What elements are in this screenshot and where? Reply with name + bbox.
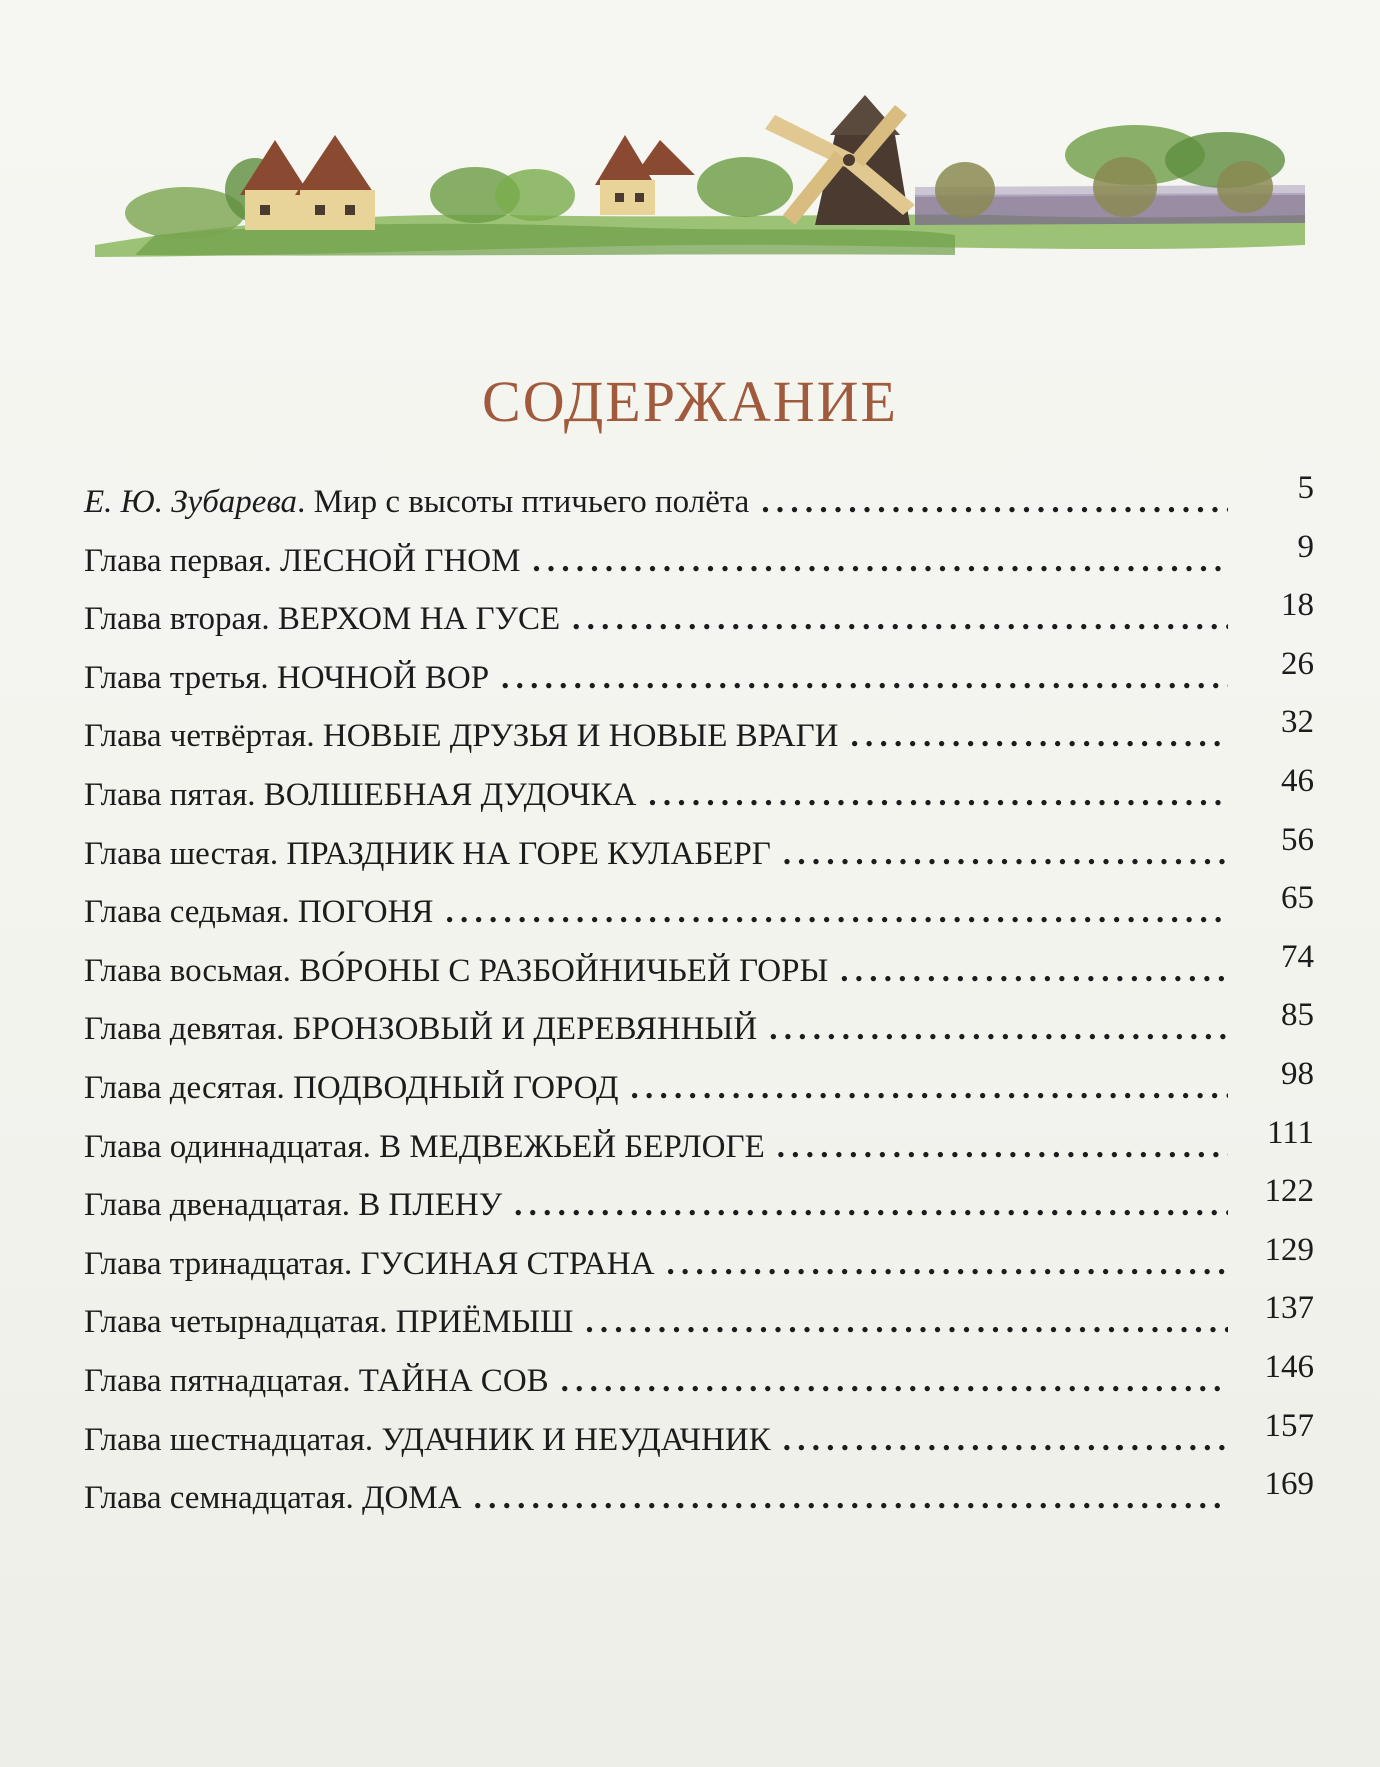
dot-leader <box>514 1187 1228 1224</box>
toc-entry-title <box>84 1422 771 1459</box>
dot-leader <box>666 1246 1228 1283</box>
toc-entry <box>84 762 1314 836</box>
toc-entry-title <box>84 1129 765 1166</box>
toc-page-number: 98 <box>1281 1055 1314 1092</box>
dot-leader <box>445 894 1228 931</box>
toc-entry <box>84 470 1314 543</box>
toc-entry <box>84 1348 1314 1422</box>
toc-page-number: 146 <box>1264 1348 1314 1385</box>
toc-entry-text: Глава четырнадцатая. ПРИЁМЫШ <box>84 1304 574 1341</box>
toc-entry-title <box>84 894 433 931</box>
toc-entry <box>84 1114 1314 1188</box>
table-of-contents <box>84 470 1314 1539</box>
toc-entry-text: Глава восьмая. ВО́РОНЫ С РАЗБОЙНИЧЬЕЙ ГОРЫ <box>84 952 829 989</box>
dot-leader <box>648 777 1228 814</box>
toc-entry <box>84 645 1314 719</box>
toc-page-number: 122 <box>1264 1173 1314 1210</box>
dot-leader <box>783 836 1228 873</box>
toc-entry-title <box>84 1187 502 1224</box>
toc-entry-text: . Мир с высоты птичьего полёта <box>297 484 750 520</box>
dot-leader <box>783 1422 1228 1459</box>
toc-entry-title <box>84 660 489 697</box>
dot-leader <box>630 1070 1228 1107</box>
toc-page-number: 65 <box>1281 880 1314 917</box>
toc-entry-title <box>84 1246 654 1283</box>
toc-entry-text: Глава вторая. ВЕРХОМ НА ГУСЕ <box>84 601 561 638</box>
toc-entry <box>84 938 1314 1012</box>
toc-entry-title <box>84 836 771 873</box>
toc-entry-title <box>84 1070 618 1107</box>
toc-entry <box>84 587 1314 660</box>
dot-leader <box>851 718 1228 755</box>
dot-leader <box>840 953 1228 990</box>
toc-entry-text: Глава третья. НОЧНОЙ ВОР <box>84 659 490 696</box>
dot-leader <box>769 1011 1228 1048</box>
toc-entry-text: Глава четвёртая. НОВЫЕ ДРУЗЬЯ И НОВЫЕ ВРАГИ <box>84 718 839 755</box>
toc-entry-title <box>84 1480 462 1517</box>
dot-leader <box>585 1304 1228 1341</box>
toc-page-number: 46 <box>1281 762 1314 799</box>
toc-entry <box>84 1231 1314 1305</box>
toc-entry <box>84 821 1314 895</box>
dot-leader <box>761 484 1228 521</box>
toc-entry-title <box>84 1304 573 1341</box>
toc-page-number: 169 <box>1264 1466 1314 1503</box>
toc-entry-text: Глава тринадцатая. ГУСИНАЯ СТРАНА <box>84 1245 655 1282</box>
toc-page-number: 56 <box>1281 821 1314 858</box>
toc-page-number: 26 <box>1281 645 1314 682</box>
toc-page-number: 18 <box>1281 587 1314 624</box>
toc-page-number: 111 <box>1266 1114 1314 1151</box>
toc-entry-title <box>84 718 839 755</box>
toc-page-number: 85 <box>1281 997 1314 1034</box>
toc-entry-title <box>84 543 520 580</box>
toc-entry <box>84 1466 1314 1539</box>
toc-entry-text: Глава седьмая. ПОГОНЯ <box>84 894 434 931</box>
dot-leader <box>532 543 1228 580</box>
toc-entry <box>84 528 1314 602</box>
toc-entry-title <box>84 484 749 521</box>
dot-leader <box>501 660 1228 697</box>
toc-entry-title <box>84 777 636 814</box>
toc-entry <box>84 1407 1314 1481</box>
toc-entry-text: Глава пятнадцатая. ТАЙНА СОВ <box>84 1362 549 1399</box>
toc-entry <box>84 880 1314 953</box>
toc-entry-title <box>84 601 560 638</box>
toc-entry-text: Глава девятая. БРОНЗОВЫЙ И ДЕРЕВЯННЫЙ <box>84 1011 758 1048</box>
toc-entry-text: Глава первая. ЛЕСНОЙ ГНОМ <box>84 542 521 579</box>
toc-entry-text: Глава шестая. ПРАЗДНИК НА ГОРЕ КУЛАБЕРГ <box>84 835 771 872</box>
toc-entry-text: Глава десятая. ПОДВОДНЫЙ ГОРОД <box>84 1069 619 1106</box>
toc-page-number: 32 <box>1281 704 1314 741</box>
toc-entry-text: Глава одиннадцатая. В МЕДВЕЖЬЕЙ БЕРЛОГЕ <box>84 1128 765 1165</box>
toc-entry <box>84 704 1314 777</box>
toc-entry-title <box>84 953 828 990</box>
toc-entry <box>84 1055 1314 1129</box>
toc-page-number: 129 <box>1264 1231 1314 1268</box>
toc-entry <box>84 997 1314 1070</box>
toc-entry <box>84 1173 1314 1246</box>
toc-page-number: 5 <box>1297 470 1314 506</box>
toc-page-number: 157 <box>1264 1407 1314 1444</box>
page-title: СОДЕРЖАНИЕ <box>482 369 898 434</box>
toc-page-number: 74 <box>1281 938 1314 975</box>
toc-entry-author: Е. Ю. Зубарева <box>84 484 298 520</box>
toc-entry-title <box>84 1363 549 1400</box>
toc-entry-text: Глава семнадцатая. ДОМА <box>84 1480 462 1517</box>
toc-entry-text: Глава двенадцатая. В ПЛЕНУ <box>84 1187 503 1224</box>
toc-page-number: 137 <box>1264 1290 1314 1327</box>
toc-entry-text: Глава пятая. ВОЛШЕБНАЯ ДУДОЧКА <box>84 776 637 813</box>
dot-leader <box>572 601 1228 638</box>
toc-entry-title <box>84 1011 757 1048</box>
dot-leader <box>474 1480 1228 1517</box>
toc-entry <box>84 1290 1314 1363</box>
village-windmill-landscape-icon <box>95 95 1310 275</box>
toc-page-number: 9 <box>1297 528 1314 565</box>
dot-leader <box>777 1129 1228 1166</box>
toc-entry-text: Глава шестнадцатая. УДАЧНИК И НЕУДАЧНИК <box>84 1421 771 1458</box>
dot-leader <box>561 1363 1228 1400</box>
